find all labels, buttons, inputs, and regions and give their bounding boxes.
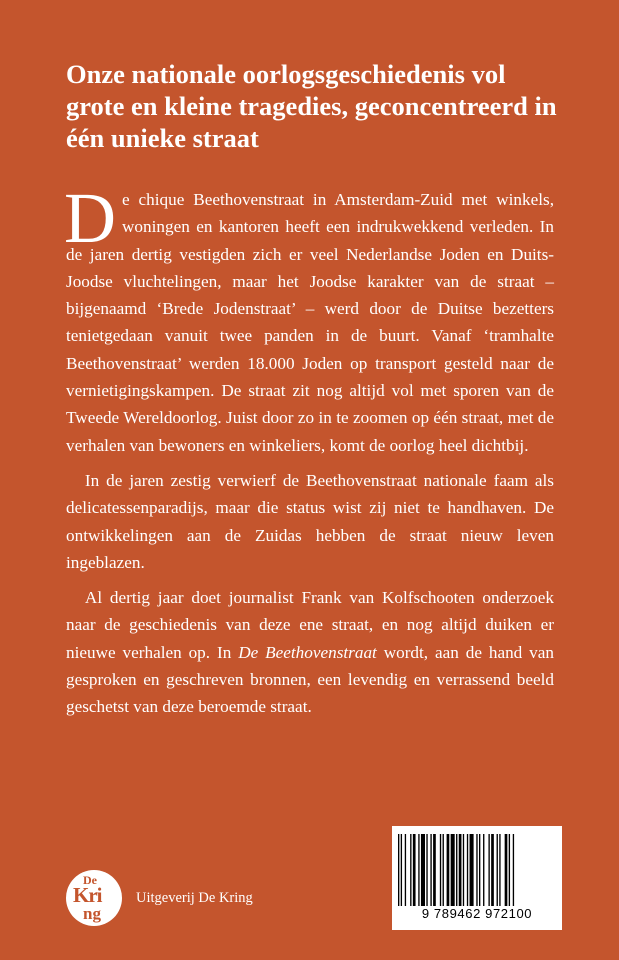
paragraph-3-after: wordt, aan de hand van gesproken en geschreven bronnen, een levendig en verrassend beeld geschetst van deze beroemde straat. bbox=[66, 642, 554, 717]
barcode-bar bbox=[505, 834, 508, 906]
barcode-bar bbox=[479, 834, 480, 906]
barcode-bar bbox=[463, 834, 464, 906]
barcode-bar bbox=[509, 834, 510, 906]
paragraph-2: In de jaren zestig verwierf de Beethovenstraat nationale faam als delicatessenparadijs, maar die status wist zij niet te handhaven. De ontwikkelingen aan de Zuidas hebben de straat nieuw leven ingeblazen. bbox=[66, 470, 554, 572]
publisher-logo bbox=[66, 870, 122, 926]
barcode-bar bbox=[470, 834, 474, 906]
logo-line-1: De bbox=[83, 873, 97, 887]
barcode-bar bbox=[413, 834, 416, 906]
barcode-bar bbox=[426, 834, 427, 906]
barcode-bar bbox=[488, 834, 489, 906]
barcode-bar bbox=[456, 834, 457, 906]
barcode-bar bbox=[401, 834, 402, 906]
barcode-bar bbox=[430, 834, 431, 906]
barcode-bar bbox=[491, 834, 494, 906]
barcode-bar bbox=[440, 834, 441, 906]
barcode-bars bbox=[398, 834, 556, 906]
headline: Onze nationale oorlogsgeschiedenis vol grote en kleine tragedies, geconcentreerd in één unieke straat bbox=[66, 59, 557, 153]
barcode-bar bbox=[405, 834, 406, 906]
barcode-bar bbox=[459, 834, 462, 906]
paragraph-3 bbox=[66, 584, 554, 720]
publisher-name: Uitgeverij De Kring bbox=[136, 889, 253, 906]
barcode-bar bbox=[447, 834, 450, 906]
paragraph-1 bbox=[64, 178, 554, 459]
barcode-bar bbox=[433, 834, 436, 906]
barcode-bar bbox=[513, 834, 514, 906]
barcode-bar bbox=[467, 834, 468, 906]
logo-line-3: ng bbox=[83, 904, 101, 923]
book-title: De Beethovenstraat bbox=[238, 642, 377, 662]
barcode bbox=[392, 826, 562, 930]
barcode-bar bbox=[418, 834, 419, 906]
paragraph-3-before: Al dertig jaar doet journalist Frank van Kolfschooten onderzoek naar de geschiedenis van deze ene straat, en nog altijd duiken er nieuwe verhalen op. In bbox=[66, 588, 554, 662]
barcode-bar bbox=[499, 834, 500, 906]
barcode-bar bbox=[410, 834, 411, 906]
paragraph-1-text: e chique Beethovenstraat in Amsterdam-Zuid met winkels, woningen en kantoren heeft een indrukwekkend verleden. In de jaren dertig vestigden zich er veel Nederlandse Joden en Duits-Joodse vluchtelingen, maar het Joodse karakter van de straat – bijgenaamd ‘Brede Jodenstraat’ – werd door de Duitse bezetters tenietgedaan vanuit twee panden in de buurt. Vanaf ‘tramhalte Beethovenstraat’ werden 18.000 Joden op transport gesteld naar de vernietigingskampen. De straat zit nog altijd vol met sporen van de Tweede Wereldoorlog. Juist door zo in te zoomen op één straat, met de verhalen van bewoners en winkeliers, komt de oorlog heel dichtbij. bbox=[66, 190, 554, 455]
barcode-bar bbox=[443, 834, 444, 906]
barcode-bar bbox=[476, 834, 477, 906]
blurb bbox=[64, 178, 554, 721]
barcode-bar bbox=[483, 834, 484, 906]
barcode-bar bbox=[421, 834, 425, 906]
drop-cap: D bbox=[64, 178, 116, 258]
barcode-bar bbox=[398, 834, 399, 906]
logo-line-2: Kri bbox=[73, 883, 102, 907]
publisher bbox=[66, 870, 253, 926]
barcode-bar bbox=[497, 834, 498, 906]
barcode-bar bbox=[451, 834, 455, 906]
isbn-number: 9 789462 972100 bbox=[421, 906, 533, 921]
